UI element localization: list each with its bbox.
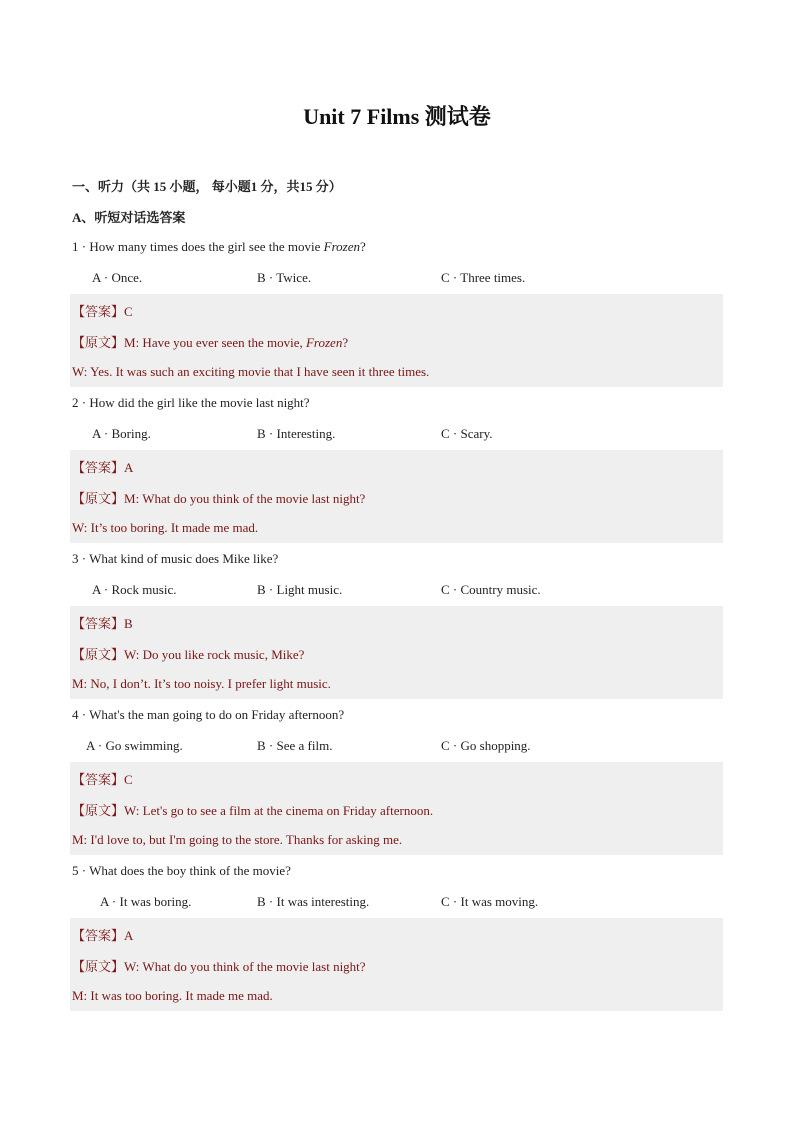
answer-line [72,613,133,632]
script-tag: 【原文】 [72,803,125,818]
answer-value: A [124,460,134,475]
script-line-1 [72,956,366,975]
question-stem: 2 · How did the girl like the movie last night? [72,395,310,410]
answer-value: C [124,304,133,319]
script-line-1 [72,332,348,351]
script-line-2: M: I'd love to, but I'm going to the store. Thanks for asking me. [72,832,403,847]
question-stem: 3 · What kind of music does Mike like? [72,551,279,566]
script-text: W: What do you think of the movie last night? [124,959,366,974]
answer-value: C [124,772,133,787]
page-title: Unit 7 Films 测试卷 [303,104,491,129]
option-c: C · Country music. [441,582,541,597]
option-a: A · Once. [92,270,143,285]
script-text: W: Let's go to see a film at the cinema on Friday afternoon. [124,803,434,818]
option-b: B · Light music. [257,582,343,597]
question-stem: 5 · What does the boy think of the movie? [72,863,291,878]
subsection-heading: A、听短对话选答案 [72,210,186,225]
question-text: 1 · How many times does the girl see the movie [72,239,324,254]
script-text: W: Do you like rock music, Mike? [124,647,305,662]
script-text: M: Have you ever seen the movie, [124,335,306,350]
script-line-2: M: It was too boring. It made me mad. [72,988,273,1003]
answer-tag: 【答案】 [72,616,125,631]
answer-tag: 【答案】 [72,460,125,475]
answer-value: A [124,928,134,943]
answer-line [72,301,133,320]
script-italic-text: Frozen [305,335,343,350]
script-text-end: ? [342,335,349,350]
option-c: C · Three times. [441,270,526,285]
option-b: B · Interesting. [257,426,336,441]
script-line-2: W: It’s too boring. It made me mad. [72,520,259,535]
script-tag: 【原文】 [72,647,125,662]
option-a: A · Go swimming. [86,738,183,753]
script-tag: 【原文】 [72,335,125,350]
answer-tag: 【答案】 [72,772,125,787]
question-stem [72,239,366,255]
option-b: B · See a film. [257,738,333,753]
option-c: C · It was moving. [441,894,539,909]
option-c: C · Go shopping. [441,738,531,753]
script-line-1 [72,488,365,507]
option-a: A · Boring. [92,426,151,441]
question-italic-text: Frozen [323,239,360,254]
answer-value: B [124,616,133,631]
script-line-1 [72,644,304,663]
option-a: A · It was boring. [100,894,192,909]
question-text-end: ? [360,239,366,254]
section-heading: 一、听力（共 15 小题， 每小题1 分，共15 分） [72,179,342,194]
option-b: B · It was interesting. [257,894,370,909]
script-text: M: What do you think of the movie last night? [124,491,366,506]
script-tag: 【原文】 [72,491,125,506]
answer-line [72,925,133,944]
question-stem: 4 · What's the man going to do on Friday afternoon? [72,707,345,722]
script-line-2: W: Yes. It was such an exciting movie that I have seen it three times. [72,364,430,379]
answer-tag: 【答案】 [72,928,125,943]
option-a: A · Rock music. [92,582,177,597]
answer-tag: 【答案】 [72,304,125,319]
option-b: B · Twice. [257,270,312,285]
answer-line [72,769,133,788]
script-line-2: M: No, I don’t. It’s too noisy. I prefer light music. [72,676,331,691]
answer-line [72,457,133,476]
option-c: C · Scary. [441,426,493,441]
script-tag: 【原文】 [72,959,125,974]
script-line-1 [72,800,433,819]
